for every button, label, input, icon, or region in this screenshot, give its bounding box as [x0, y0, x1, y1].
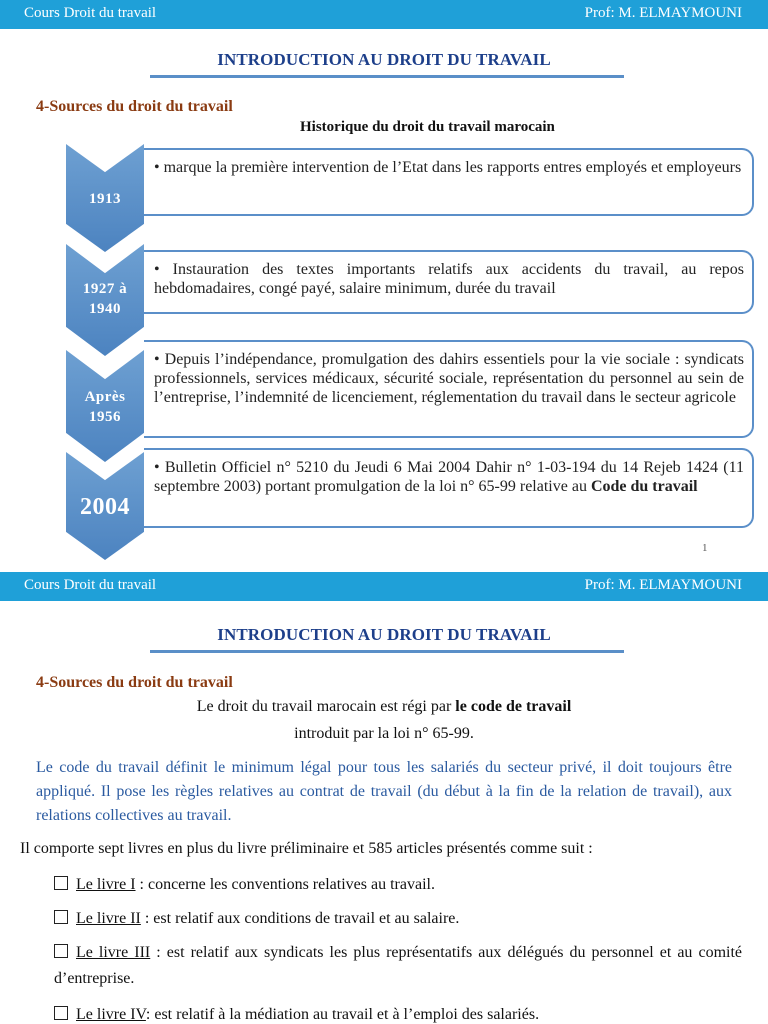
- timeline-entry: [144, 340, 754, 438]
- timeline-entry: [144, 448, 754, 528]
- timeline-chevron: [66, 452, 144, 560]
- intro-line-1: [0, 698, 768, 716]
- code-definition-paragraph: Le code du travail définit le minimum légal pour tous les salariés du secteur privé, il doit toujours être appliqué. Il pose les règles relatives au contrat de travail (du début à la fin de la relation de travail), aux relations collectives au travail.: [36, 759, 732, 824]
- date-line: 2004: [80, 494, 130, 520]
- timeline-chevron: [66, 144, 144, 252]
- title-underline: [150, 650, 624, 653]
- checkbox-icon: [54, 910, 68, 924]
- timeline-subtitle: Historique du droit du travail marocain: [300, 119, 555, 135]
- book-item: [54, 1002, 742, 1024]
- professor-name: Prof: M. ELMAYMOUNI: [584, 5, 742, 21]
- timeline-text-main: • Bulletin Officiel n° 5210 du Jeudi 6 Mai 2004 Dahir n° 1-03-194 du 14 Rejeb 1424 (11 septembre 2003) portant promulgation de la loi n° 65-99 relative au: [154, 459, 744, 495]
- timeline-text: [154, 458, 744, 496]
- slide-header: [0, 0, 768, 29]
- book-name: Le livre III: [76, 944, 151, 961]
- course-name: Cours Droit du travail: [24, 5, 157, 21]
- intro-prefix: Le droit du travail marocain est régi par: [196, 698, 452, 715]
- book-item: [54, 940, 742, 992]
- checkbox-icon: [54, 944, 68, 958]
- page-number: 1: [702, 542, 708, 554]
- timeline-text: • Instauration des textes importants relatifs aux accidents du travail, au repos hebdomadaires, congé payé, salaire minimum, durée du travail: [154, 261, 744, 297]
- timeline-chevron: [66, 244, 144, 356]
- code-du-travail-bold: Code du travail: [590, 478, 698, 495]
- timeline-date: [66, 387, 144, 427]
- timeline-text: • marque la première intervention de l’Etat dans les rapports entres employés et employeurs: [154, 159, 742, 176]
- date-line: Après: [84, 389, 126, 405]
- checkbox-icon: [54, 876, 68, 890]
- date-line: 1927 à: [82, 281, 128, 297]
- date-line: 1940: [89, 301, 121, 317]
- book-desc: : concerne les conventions relatives au travail.: [135, 876, 435, 893]
- professor-name: Prof: M. ELMAYMOUNI: [584, 577, 742, 593]
- timeline-text: • Depuis l’indépendance, promulgation des dahirs essentiels pour la vie sociale : syndicats professionnels, services médicaux, sécurité sociale, représentation du personnel au sein de l’entreprise, l’indemnité de licenciement, réglementation du travail dans le secteur agricole: [154, 351, 744, 406]
- timeline-date: [66, 279, 144, 319]
- checkbox-icon: [54, 1006, 68, 1020]
- book-item: [54, 906, 742, 932]
- code-de-travail-bold: le code de travail: [455, 698, 572, 715]
- section-heading: 4-Sources du droit du travail: [36, 98, 233, 115]
- timeline-entry: [144, 250, 754, 314]
- slide-header: [0, 572, 768, 601]
- book-desc: : est relatif aux conditions de travail et au salaire.: [140, 910, 460, 927]
- timeline-chevron: [66, 350, 144, 462]
- title-underline: [150, 75, 624, 78]
- intro-line-2: introduit par la loi n° 65-99.: [294, 725, 474, 742]
- date-line: 1913: [89, 191, 121, 207]
- course-name: Cours Droit du travail: [24, 577, 157, 593]
- book-desc: : est relatif à la médiation au travail et à l’emploi des salariés.: [145, 1006, 540, 1023]
- slide-2: [0, 572, 768, 1024]
- section-heading: 4-Sources du droit du travail: [36, 674, 233, 691]
- book-name: Le livre IV: [76, 1006, 146, 1023]
- book-name: Le livre II: [76, 910, 141, 927]
- book-desc: : est relatif aux syndicats les plus représentatifs aux délégués du personnel et au comité d’entreprise.: [54, 944, 743, 987]
- book-name: Le livre I: [76, 876, 136, 893]
- timeline-entry: [144, 148, 754, 216]
- date-line: 1956: [89, 409, 121, 425]
- timeline-date: [66, 189, 144, 209]
- slide-title: INTRODUCTION AU DROIT DU TRAVAIL: [217, 625, 551, 644]
- timeline-date: [66, 494, 144, 520]
- slide-title: INTRODUCTION AU DROIT DU TRAVAIL: [217, 50, 551, 69]
- book-item: [54, 872, 742, 898]
- books-intro: Il comporte sept livres en plus du livre préliminaire et 585 articles présentés comme suit :: [20, 840, 593, 857]
